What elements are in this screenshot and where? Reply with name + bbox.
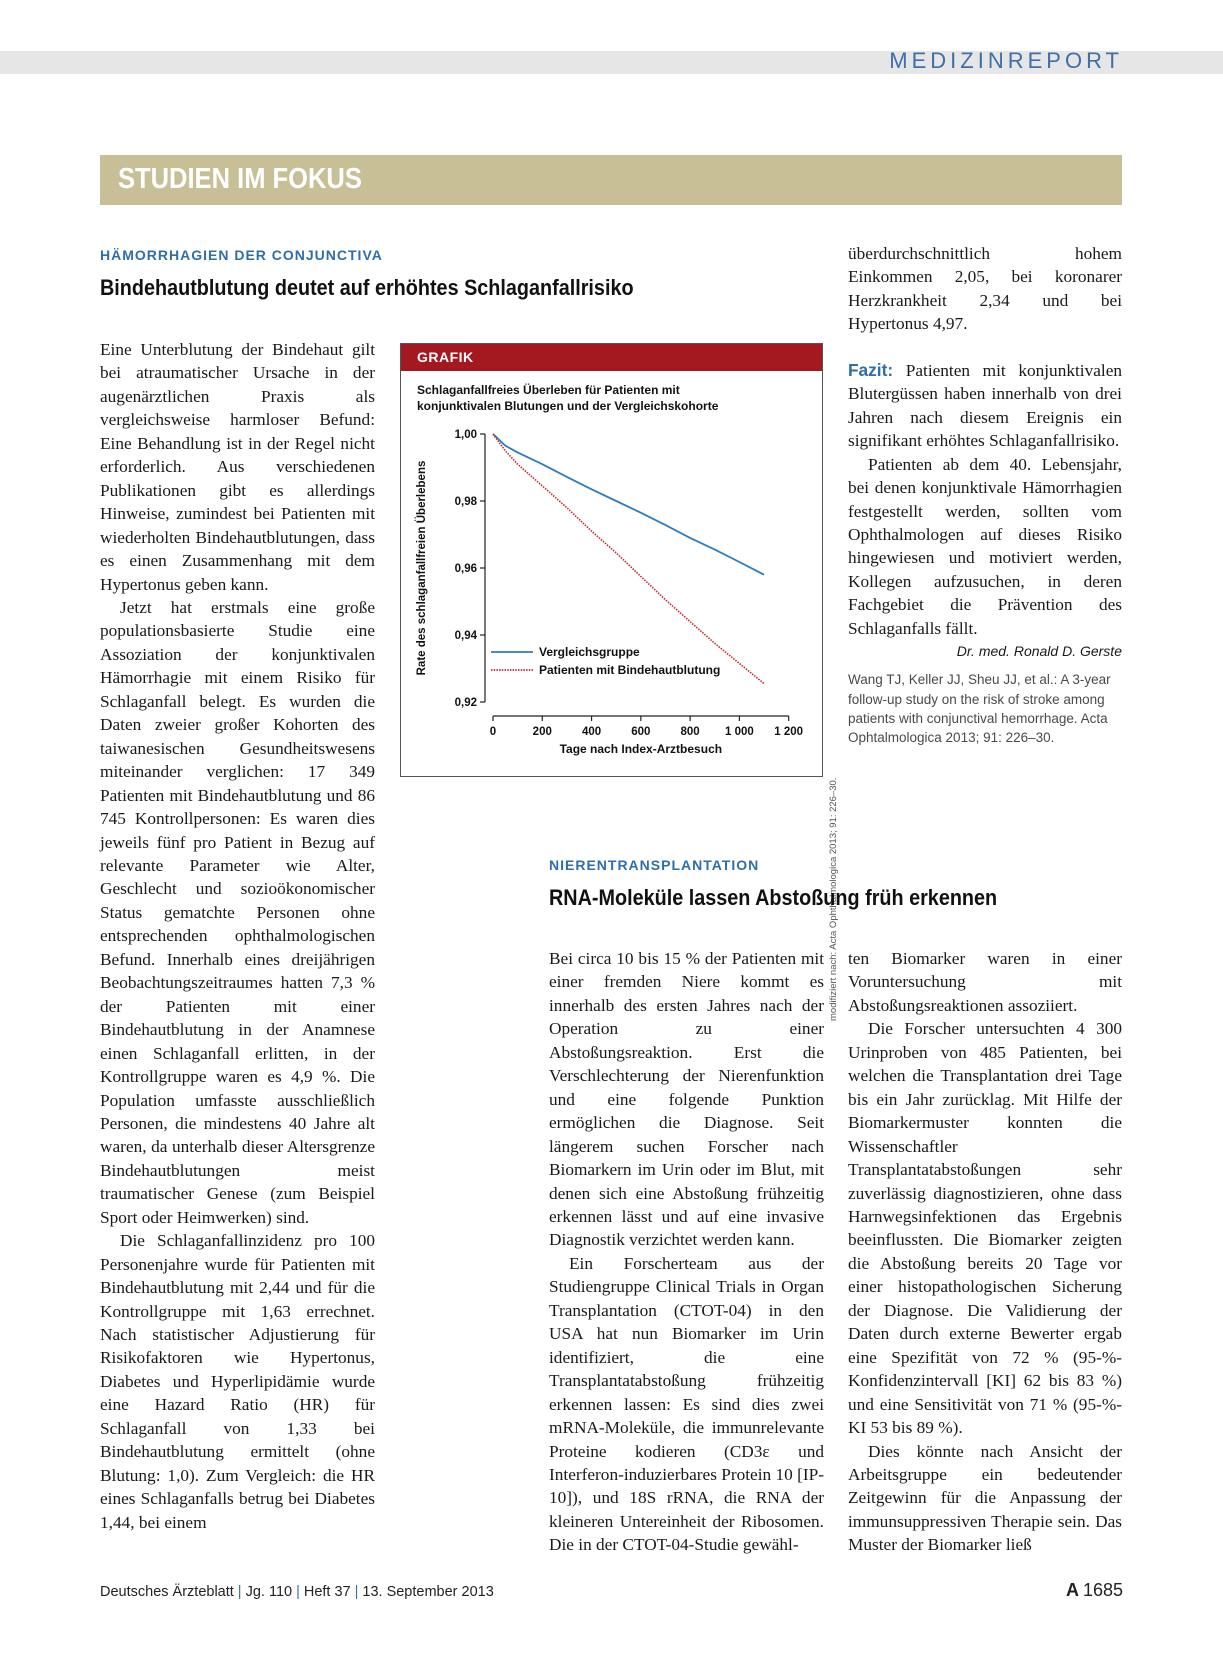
article1-headline: Bindehautblutung deutet auf erhöhtes Schlaganfallrisiko <box>100 275 634 300</box>
paragraph: ten Biomarker waren in einer Voruntersuchung mit Abstoßungsreaktionen assoziiert. <box>848 949 1122 1015</box>
grafik-credit-text: modifiziert nach: Acta Ophthalmologica 2013; 91: 226–30. <box>828 777 839 1021</box>
paragraph: Ein Forscherteam aus der Studiengruppe Clinical Trials in Organ Transplantation (CTOT-04) in den USA hat nun Biomarker im Urin identifiziert, die eine Transplantatabstoßung frühzeitig erkennen lassen: Es sind dies zwei mRNA-Moleküle, die immunrelevante Proteine kodieren (CD3ε und Interferon-induzierbares Protein 10 [IP-10]), und 18S rRNA, die RNA der kleineren Untereinheit der Ribosomen. Die in der CTOT-04-Studie gewähl- <box>549 1253 824 1555</box>
paragraph: Die Schlaganfallinzidenz pro 100 Personenjahre wurde für Patienten mit Bindehautblutung mit 2,44 und für die Kontrollgruppe mit 1,63 errechnet. Nach statistischer Adjustierung für Risikofaktoren wie Hypertonus, Diabetes und Hyperlipidämie wurde eine Hazard Ratio (HR) für Schlaganfall von 1,33 bei Bindehautblutung ermittelt (ohne Blutung: 1,0). Zum Vergleich: die HR eines Schlaganfalls betrug bei Diabetes 1,44, bei einem <box>100 1231 375 1532</box>
section-title: STUDIEN IM FOKUS <box>118 163 362 195</box>
x-tick-label: 600 <box>631 726 651 738</box>
paragraph: Eine Unterblutung der Bindehaut gilt bei atraumatischer Ursache in der augenärztlichen Praxis als vergleichsweise harmloser Befund: Eine Behandlung ist in der Regel nicht erforderlich. Aus verschiedenen Publikationen gibt es allerdings Hinweise, zumindest bei Patienten mit wiederholten Bindehautblutungen, dass es einen Zusammenhang mit dem Hypertonus geben kann. <box>100 340 375 594</box>
survival-chart <box>401 344 822 776</box>
author: Dr. med. Ronald D. Gerste <box>956 643 1122 660</box>
paragraph: Bei circa 10 bis 15 % der Patienten mit einer fremden Niere kommt es innerhalb des ersten Jahres nach der Operation zu einer Abstoßungsreaktion. Erst die Verschlechterung der Nierenfunktion und eine folgende Punktion ermöglichen die Diagnose. Seit längerem suchen Forscher nach Biomarkern im Urin oder im Blut, mit denen sich eine Abstoßung frühzeitig erkennen lässt und auf eine invasive Diagnostik verzichtet werden kann. <box>549 949 824 1250</box>
paragraph: Die Forscher untersuchten 4 300 Urinproben von 485 Patienten, bei welchen die Transplantation drei Tage bis ein Jahr zurücklag. Mit Hilfe der Biomarkermuster konnten die Wissenschaftler Transplantatabstoßungen sehr zuverlässig diagnostizieren, ohne dass Harnwegsinfektionen das Ergebnis beeinflussten. Die Biomarker zeigten die Abstoßung bereits 20 Tage vor einer histopathologischen Sicherung der Diagnose. Die Validierung der Daten durch externe Bewerter ergab eine Spezifität von 72 % (95-%-Konfidenzintervall [KI] 62 bis 83 %) und eine Sensitivität von 71 % (95-%-KI 53 bis 89 %). <box>848 1019 1122 1438</box>
y-tick-label: 1,00 <box>454 429 477 441</box>
footer-journal: Deutsches Ärzteblatt <box>100 1584 234 1600</box>
article1-column-3 <box>848 242 1122 747</box>
article2-column-2 <box>549 947 824 1557</box>
y-tick-label: 0,92 <box>454 697 477 709</box>
y-tick-label: 0,98 <box>454 496 477 508</box>
fazit-label: Fazit: <box>848 359 894 380</box>
x-tick-label: 1 200 <box>774 726 804 738</box>
y-tick-label: 0,94 <box>454 630 477 642</box>
grafik-box <box>400 343 823 777</box>
paragraph: Dies könnte nach Ansicht der Arbeitsgruppe ein bedeutender Zeitgewinn für die Anpassung der immunsuppressiven Therapie sein. Das Muster der Biomarker ließ <box>848 1441 1122 1555</box>
page-number <box>1066 1580 1123 1601</box>
y-axis-label: Rate des schlaganfallfreien Überlebens <box>416 460 428 676</box>
footer: Deutsches Ärzteblatt | Jg. 110 | Heft 37 | 13. September 2013 <box>100 1584 494 1600</box>
chart-title-line-1: Schlaganfallfreies Überleben für Patienten mit <box>417 383 680 397</box>
x-tick-label: 400 <box>581 726 602 738</box>
paragraph: Patienten ab dem 40. Lebensjahr, bei denen konjunktivale Hämorrhagien festgestellt werden, sollten vom Ophthalmologen auf dieses Risiko hingewiesen und motiviert werden, Kollegen aufzusuchen, in deren Fachgebiet die Prävention des Schlaganfalls fällt. <box>848 454 1122 638</box>
article2-kicker: NIERENTRANSPLANTATION <box>549 857 760 873</box>
reference: Wang TJ, Keller JJ, Sheu JJ, et al.: A 3-year follow-up study on the risk of stroke among patients with conjunctival hemorrhage. Acta Ophtalmologica 2013; 91: 226–30. <box>848 672 1111 746</box>
paragraph: überdurchschnittlich hohem Einkommen 2,05, bei koronarer Herzkrankheit 2,34 und bei Hypertonus 4,97. <box>848 244 1122 334</box>
fazit-paragraph <box>848 359 1122 453</box>
footer-volume: Jg. 110 <box>245 1584 293 1600</box>
x-axis-label: Tage nach Index-Arztbesuch <box>559 742 723 756</box>
x-tick-label: 1 000 <box>725 726 754 738</box>
paragraph: Jetzt hat erstmals eine große populationsbasierte Studie eine Assoziation der konjunktivalen Hämorrhagie mit einem Risiko für Schlaganfall belegt. Es wurden die Daten zweier großer Kohorten des taiwanesischen Gesundheitswesens miteinander verglichen: 17 349 Patienten mit Bindehautblutung und 86 745 Kontrollpersonen: Es waren dies jeweils fünf pro Patient in Bezug auf relevante Parameter wie Alter, Geschlecht und sozioökonomischer Status gematchte Personen ohne entsprechenden ophthalmologischen Befund. Innerhalb eines dreijährigen Beobachtungszeitraumes hatten 7,3 % der Patienten mit einer Bindehautblutung in der Anamnese einen Schlaganfall erlitten, in der Kontrollgruppe waren es 4,9 %. Die Population umfasste ausschließlich Personen, die mindestens 40 Jahre alt waren, da unterhalb dieser Altersgrenze Bindehautblutungen meist traumatischer Genese (zum Beispiel Sport oder Heimwerken) sind. <box>100 597 375 1227</box>
grafik-credit <box>828 777 846 1021</box>
grafik-label: GRAFIK <box>417 349 474 365</box>
series-line-vergleichsgruppe <box>493 434 764 575</box>
y-axis-label-group <box>415 461 428 676</box>
section-rubric: MEDIZINREPORT <box>889 48 1123 73</box>
page-prefix: A <box>1065 1580 1079 1600</box>
article2-headline: RNA-Moleküle lassen Abstoßung früh erkennen <box>549 885 998 910</box>
section-title-bar <box>100 155 1122 205</box>
x-tick-label: 800 <box>680 726 700 738</box>
article1-kicker: HÄMORRHAGIEN DER CONJUNCTIVA <box>100 247 383 263</box>
legend-label: Patienten mit Bindehautblutung <box>539 663 721 677</box>
chart-axes <box>455 429 803 738</box>
fazit-text: Patienten mit konjunktivalen Blutergüssen haben innerhalb von drei Jahren nach diesem Ereignis ein signifikant erhöhtes Schlaganfallrisiko. <box>848 360 1122 451</box>
x-tick-label: 0 <box>489 726 497 738</box>
footer-date: 13. September 2013 <box>362 1584 494 1600</box>
chart-title-line-2: konjunktivalen Blutungen und der Vergleichskohorte <box>417 399 719 413</box>
article2-column-3 <box>848 947 1122 1557</box>
x-tick-label: 200 <box>532 726 552 738</box>
chart-legend <box>491 645 720 677</box>
article1-column-1 <box>100 338 375 1534</box>
footer-issue: Heft 37 <box>303 1584 351 1600</box>
y-tick-label: 0,96 <box>454 563 477 575</box>
legend-label: Vergleichsgruppe <box>539 645 640 659</box>
page-number-value: 1685 <box>1082 1580 1123 1600</box>
